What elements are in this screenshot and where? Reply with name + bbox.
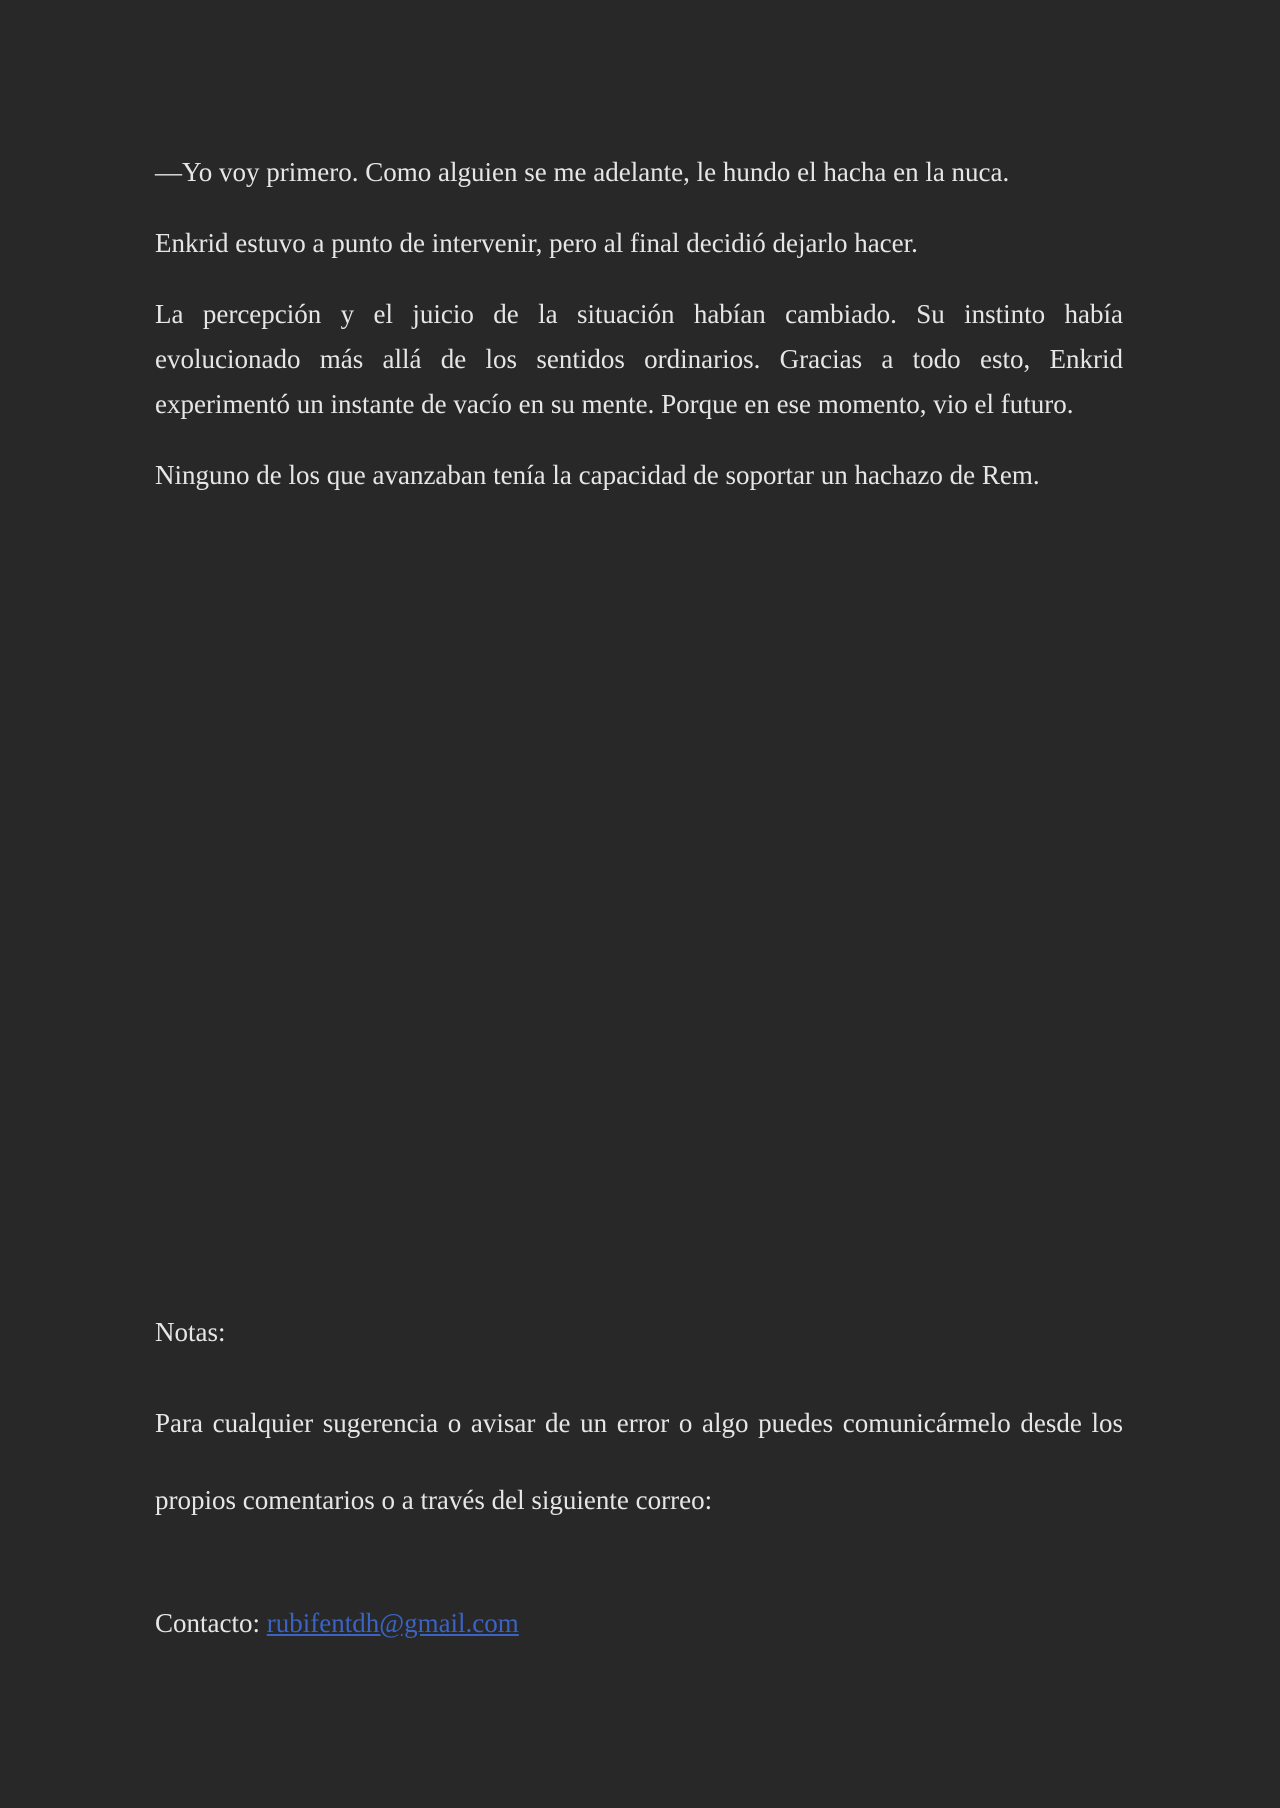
story-text bbox=[155, 150, 1123, 524]
story-paragraph: Enkrid estuvo a punto de intervenir, pero al final decidió dejarlo hacer. bbox=[155, 228, 918, 258]
email-link[interactable]: rubifentdh@gmail.com bbox=[266, 1608, 519, 1638]
story-paragraph: —Yo voy primero. Como alguien se me adelante, le hundo el hacha en la nuca. bbox=[155, 157, 1010, 187]
story-paragraph: Ninguno de los que avanzaban tenía la capacidad de soportar un hachazo de Rem. bbox=[155, 460, 1040, 490]
notes-label: Notas: bbox=[155, 1317, 226, 1347]
translator-notes bbox=[155, 1310, 1123, 1646]
notes-suggestion: Para cualquier sugerencia o avisar de un error o algo puedes comunicármelo desde los propios comentarios o a través del siguiente correo: bbox=[155, 1408, 1123, 1515]
contact-label: Contacto: bbox=[155, 1608, 260, 1638]
contact-line bbox=[155, 1601, 1123, 1646]
story-paragraph: La percepción y el juicio de la situación habían cambiado. Su instinto había evolucionado más allá de los sentidos ordinarios. Gracias a todo esto, Enkrid experimentó un instante de vacío en su mente. Porque en ese momento, vio el futuro. bbox=[155, 299, 1123, 419]
